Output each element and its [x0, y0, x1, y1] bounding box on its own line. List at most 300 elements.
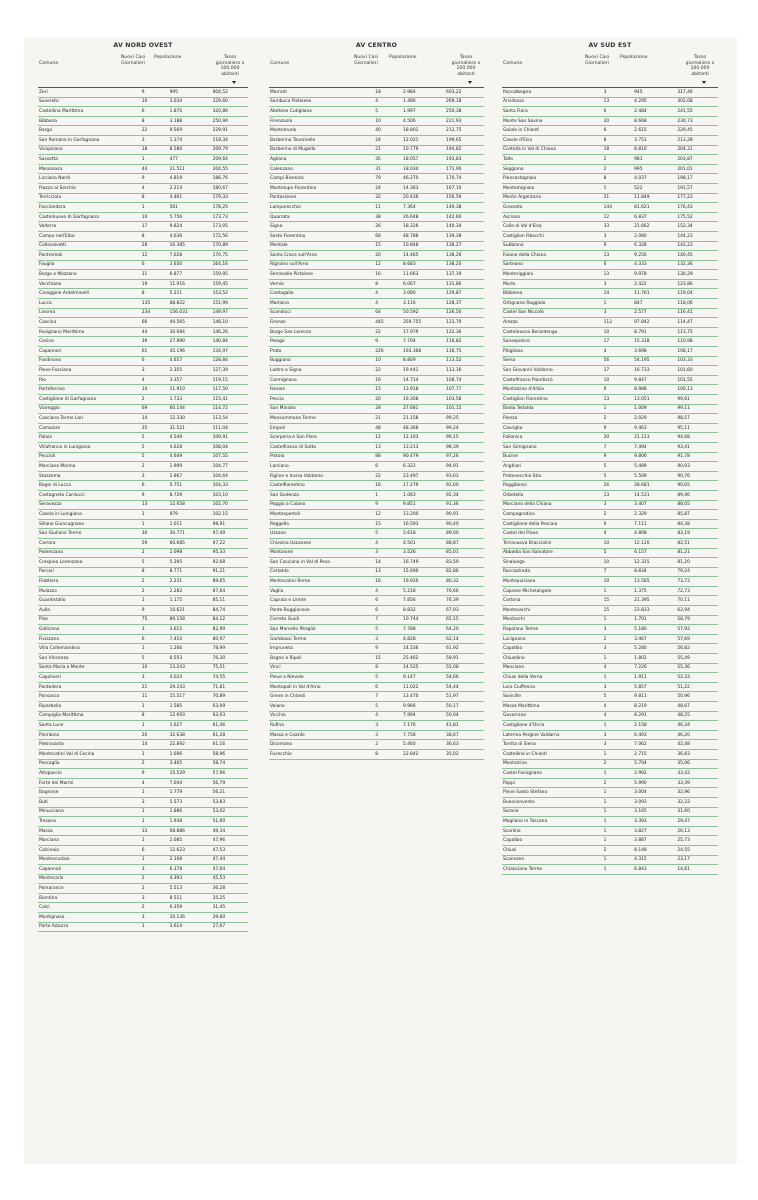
table-row [502, 769, 718, 779]
rate-cell: 47,96 [213, 836, 248, 846]
comune-cell: Monsummano Terme [269, 414, 375, 424]
cases-cell: 14 [142, 385, 170, 395]
cases-cell: 44 [142, 327, 170, 337]
table-row [38, 797, 248, 807]
table-row [269, 711, 484, 721]
comune-cell: Colle di Val d'Elsa [502, 222, 604, 232]
rate-cell: 194,82 [446, 145, 484, 155]
cases-cell: 1 [142, 644, 170, 654]
rate-cell: 97,49 [213, 529, 248, 539]
population-cell: 2.484 [634, 107, 677, 117]
comune-cell: Cecina [38, 337, 142, 347]
rate-cell: 94,91 [446, 462, 484, 472]
comune-cell: Monte Argentario [502, 193, 604, 203]
rate-cell: 54,66 [446, 673, 484, 683]
rate-cell: 50,04 [446, 711, 484, 721]
population-cell: 10.779 [403, 145, 446, 155]
rate-cell: 177,23 [677, 193, 718, 203]
rate-cell: 104,77 [213, 462, 248, 472]
population-cell: 1.701 [634, 615, 677, 625]
rate-cell: 107,55 [213, 452, 248, 462]
population-cell: 14.525 [403, 663, 446, 673]
rate-cell: 41,81 [446, 721, 484, 731]
section-av-centro [269, 38, 484, 760]
population-cell: 26.648 [403, 212, 446, 222]
population-cell: 3.887 [634, 836, 677, 846]
table-row [38, 222, 248, 232]
comune-cell: Sassetta [38, 155, 142, 165]
table-row [38, 711, 248, 721]
table-row [38, 529, 248, 539]
population-cell: 1.009 [634, 404, 677, 414]
comune-cell: Fucecchio [269, 749, 375, 759]
comune-cell: Sorano [502, 807, 604, 817]
population-cell: 5.751 [170, 481, 213, 491]
table-row [38, 327, 248, 337]
table-row [38, 606, 248, 616]
header-comune[interactable]: Comune [39, 61, 59, 66]
population-cell: 1.779 [170, 788, 213, 798]
table-row [502, 337, 718, 347]
cases-cell: 5 [375, 702, 403, 712]
table-row [38, 270, 248, 280]
population-cell: 5.218 [403, 586, 446, 596]
table-row [38, 145, 248, 155]
table-row [502, 567, 718, 577]
table-row [38, 203, 248, 213]
population-cell: 88.822 [170, 299, 213, 309]
table-row [269, 193, 484, 203]
cases-cell: 5 [142, 558, 170, 568]
population-cell: 6.877 [170, 270, 213, 280]
population-cell: 9.811 [634, 692, 677, 702]
cases-cell: 13 [375, 442, 403, 452]
population-cell: 3.407 [634, 500, 677, 510]
cases-cell: 21 [604, 193, 634, 203]
population-cell: 4.333 [634, 260, 677, 270]
rate-cell: 85,87 [677, 510, 718, 520]
rate-cell: 57,69 [677, 634, 718, 644]
comune-cell: Loro Ciuffenna [502, 682, 604, 692]
comune-cell: Roccastrada [502, 567, 604, 577]
header-population[interactable]: Popolazione [154, 55, 182, 60]
table-row [38, 318, 248, 328]
comune-cell: Fiesole [269, 385, 375, 395]
table-row [38, 260, 248, 270]
comune-cell: Pescaglia [38, 759, 142, 769]
table-row [38, 538, 248, 548]
cases-cell: 69 [142, 404, 170, 414]
cases-cell: 14 [142, 414, 170, 424]
rate-cell: 201,01 [677, 164, 718, 174]
comune-cell: Capraia e Limite [269, 596, 375, 606]
population-cell: 6.843 [634, 865, 677, 875]
rate-cell: 113,75 [677, 327, 718, 337]
comune-cell: Abetone Cutigliano [269, 107, 375, 117]
rate-cell: 42,48 [677, 740, 718, 750]
table-row [269, 414, 484, 424]
rate-cell: 27,67 [213, 922, 248, 932]
comune-cell: Bagni di Lucca [38, 481, 142, 491]
table-row [269, 318, 484, 328]
comune-cell: Santa Maria a Monte [38, 663, 142, 673]
cases-cell: 10 [375, 356, 403, 366]
comune-cell: Collesalvetti [38, 241, 142, 251]
header-new-cases[interactable]: Nuovi Casi Giornalieri [584, 55, 610, 66]
comune-cell: Chiusdino [502, 654, 604, 664]
population-cell: 4.501 [403, 538, 446, 548]
cases-cell: 3 [375, 548, 403, 558]
table-row [269, 174, 484, 184]
cases-cell: 2 [604, 164, 634, 174]
table-row [269, 654, 484, 664]
population-cell: 9.978 [634, 270, 677, 280]
table-row [38, 299, 248, 309]
population-cell: 15.690 [403, 567, 446, 577]
population-cell: 18.801 [403, 126, 446, 136]
rate-cell: 180,67 [213, 183, 248, 193]
cases-cell: 2 [375, 740, 403, 750]
population-cell: 1.585 [170, 702, 213, 712]
rate-cell: 62,14 [446, 634, 484, 644]
table-row [38, 481, 248, 491]
comune-cell: Pescia [269, 395, 375, 405]
comune-cell: Camaiore [38, 423, 142, 433]
population-cell: 81.621 [634, 203, 677, 213]
rate-cell: 153,52 [213, 289, 248, 299]
comune-cell: Montecarlo [38, 874, 142, 884]
table-row [38, 241, 248, 251]
comune-cell: Viareggio [38, 404, 142, 414]
comune-cell: Aulla [38, 606, 142, 616]
cases-cell: 9 [142, 606, 170, 616]
comune-cell: San Romano in Garfagnana [38, 135, 142, 145]
population-cell: 12.693 [170, 711, 213, 721]
population-cell: 945 [634, 88, 677, 97]
population-cell: 3.165 [634, 807, 677, 817]
header-new-cases[interactable]: Nuovi Casi Giornalieri [353, 55, 379, 66]
cases-cell: 30 [142, 529, 170, 539]
comune-cell: Lamporecchio [269, 203, 375, 213]
table-row [502, 836, 718, 846]
cases-cell: 1 [604, 855, 634, 865]
header-new-cases[interactable]: Nuovi Casi Giornalieri [120, 55, 146, 66]
cases-cell: 19 [142, 279, 170, 289]
population-cell: 3.698 [634, 347, 677, 357]
rate-cell: 83,59 [446, 558, 484, 568]
header-comune[interactable]: Comune [270, 61, 290, 66]
rate-cell: 123,70 [446, 318, 484, 328]
cases-cell: 4 [375, 711, 403, 721]
rate-cell: 142,60 [446, 212, 484, 222]
comune-cell: Santa Croce sull'Arno [269, 251, 375, 261]
population-cell: 1.083 [403, 490, 446, 500]
cases-cell: 17 [604, 366, 634, 376]
table-row [502, 174, 718, 184]
table-row [38, 155, 248, 165]
rate-cell: 128,84 [213, 356, 248, 366]
comune-cell: Montecatini-Terme [269, 577, 375, 587]
table-row [502, 423, 718, 433]
header-comune[interactable]: Comune [503, 61, 523, 66]
comune-cell: Chiusi [502, 845, 604, 855]
cases-cell: 4 [375, 97, 403, 107]
population-cell: 7.111 [634, 519, 677, 529]
population-cell: 9.851 [403, 500, 446, 510]
table-row [502, 289, 718, 299]
sort-descending-icon[interactable] [468, 81, 472, 84]
population-cell: 6.493 [634, 730, 677, 740]
table-row [502, 366, 718, 376]
comune-cell: San Casciano in Val di Pesa [269, 558, 375, 568]
cases-cell: 3 [375, 730, 403, 740]
population-cell: 19.308 [403, 395, 446, 405]
cases-cell: 28 [375, 404, 403, 414]
table-row [269, 529, 484, 539]
rate-cell: 170,75 [213, 251, 248, 261]
cases-cell: 1 [604, 797, 634, 807]
table-row [38, 289, 248, 299]
table-row [502, 135, 718, 145]
rate-cell: 108,04 [213, 442, 248, 452]
cases-cell: 4 [375, 299, 403, 309]
cases-cell: 5 [604, 548, 634, 558]
cases-cell: 1 [142, 155, 170, 165]
rate-cell: 99,24 [446, 423, 484, 433]
header-daily-rate[interactable]: Tasso giornaliero x 100.000 abitanti [451, 55, 481, 77]
cases-cell: 39 [142, 337, 170, 347]
rate-cell: 116,75 [446, 347, 484, 357]
population-cell: 15.318 [634, 337, 677, 347]
cases-cell: 5 [604, 462, 634, 472]
cases-cell: 3 [604, 279, 634, 289]
section-av-sud-est [502, 38, 718, 875]
comune-cell: Poggibonsi [502, 481, 604, 491]
cases-cell: 112 [604, 318, 634, 328]
cases-cell: 9 [142, 88, 170, 97]
comune-cell: Monte San Savino [502, 116, 604, 126]
population-cell: 522 [634, 183, 677, 193]
cases-cell: 22 [375, 366, 403, 376]
table-row [502, 615, 718, 625]
population-cell: 7.994 [403, 711, 446, 721]
population-cell: 8.291 [634, 711, 677, 721]
cases-cell: 28 [142, 241, 170, 251]
comune-cell: Castelfranco di Sotto [269, 442, 375, 452]
comune-cell: Marradi [269, 88, 375, 97]
cases-cell: 11 [142, 692, 170, 702]
population-cell: 12.120 [634, 538, 677, 548]
comune-cell: Capalbio [502, 644, 604, 654]
rate-cell: 48,67 [677, 702, 718, 712]
rate-cell: 101,55 [677, 375, 718, 385]
rate-cell: 61,46 [213, 721, 248, 731]
table-row [269, 730, 484, 740]
cases-cell: 1 [375, 490, 403, 500]
rate-cell: 71,81 [213, 682, 248, 692]
population-cell: 7.226 [634, 663, 677, 673]
sort-descending-icon[interactable] [702, 81, 706, 84]
cases-cell: 10 [375, 116, 403, 126]
comune-cell: Rufina [269, 721, 375, 731]
comune-cell: Montemignaio [502, 183, 604, 193]
cases-cell: 1 [142, 519, 170, 529]
rate-cell: 148,10 [213, 318, 248, 328]
population-cell: 3.526 [403, 548, 446, 558]
cases-cell: 26 [375, 222, 403, 232]
comune-cell: Filattiera [38, 577, 142, 587]
header-daily-rate[interactable]: Tasso giornaliero x 100.000 abitanti [685, 55, 715, 77]
comune-cell: Podenzana [38, 548, 142, 558]
population-cell: 5.990 [634, 778, 677, 788]
population-cell: 8.511 [170, 893, 213, 903]
comune-cell: Rapolano Terme [502, 625, 604, 635]
table-row [38, 769, 248, 779]
population-cell: 5.704 [634, 759, 677, 769]
table-row [38, 673, 248, 683]
population-cell: 5.618 [403, 529, 446, 539]
comune-cell: Fauglia [38, 260, 142, 270]
population-cell: 6.157 [634, 548, 677, 558]
table-row [38, 183, 248, 193]
cases-cell: 2 [604, 778, 634, 788]
population-cell: 25.462 [403, 654, 446, 664]
cases-cell: 16 [375, 577, 403, 587]
rate-cell: 51,60 [213, 817, 248, 827]
rate-cell: 171,90 [446, 164, 484, 174]
population-cell: 4.037 [634, 174, 677, 184]
population-cell: 60.144 [170, 404, 213, 414]
cases-cell: 5 [375, 625, 403, 635]
rate-cell: 100,13 [677, 385, 718, 395]
rate-cell: 102,15 [213, 510, 248, 520]
table-row [269, 164, 484, 174]
comune-cell: Castel Focognano [502, 769, 604, 779]
table-row [269, 404, 484, 414]
table-row [502, 548, 718, 558]
comune-cell: Firenze [269, 318, 375, 328]
cases-cell: 8 [142, 711, 170, 721]
table-row [502, 260, 718, 270]
population-cell: 8.771 [170, 567, 213, 577]
population-cell: 13.213 [403, 442, 446, 452]
cases-cell: 5 [142, 452, 170, 462]
population-cell: 48.368 [403, 423, 446, 433]
cases-cell: 6 [142, 107, 170, 117]
population-cell: 19.441 [403, 366, 446, 376]
population-cell: 3.827 [634, 826, 677, 836]
rate-cell: 172,56 [213, 231, 248, 241]
rate-cell: 98,57 [677, 414, 718, 424]
comune-cell: Portoferraio [38, 385, 142, 395]
population-cell: 8.219 [634, 702, 677, 712]
comune-cell: Mulazzo [38, 586, 142, 596]
comune-cell: Porcari [38, 567, 142, 577]
rate-cell: 176,43 [677, 203, 718, 213]
cases-cell: 14 [142, 740, 170, 750]
rate-cell: 53,02 [213, 807, 248, 817]
rate-cell: 229,91 [213, 126, 248, 136]
comune-cell: Bientina [38, 893, 142, 903]
rate-cell: 92,60 [446, 481, 484, 491]
table-row [38, 721, 248, 731]
comune-cell: Chianciano Terme [502, 865, 604, 875]
comune-cell: Riparbella [38, 702, 142, 712]
table-row [502, 749, 718, 759]
population-cell: 31.521 [170, 423, 213, 433]
table-row [269, 433, 484, 443]
table-row [38, 826, 248, 836]
rate-cell: 146,26 [213, 327, 248, 337]
cases-cell: 18 [142, 145, 170, 155]
cases-cell: 20 [604, 433, 634, 443]
header-daily-rate[interactable]: Tasso giornaliero x 100.000 abitanti [215, 55, 245, 77]
rate-cell: 84,12 [213, 615, 248, 625]
table-row [38, 164, 248, 174]
sort-descending-icon[interactable] [232, 81, 236, 84]
population-cell: 15.517 [170, 692, 213, 702]
document-sheet [24, 38, 737, 1164]
table-row [502, 107, 718, 117]
cases-cell: 6 [142, 634, 170, 644]
cases-cell: 3 [142, 865, 170, 875]
population-cell: 9.966 [403, 702, 446, 712]
table-row [269, 692, 484, 702]
table-row [502, 865, 718, 875]
table-row [269, 510, 484, 520]
population-cell: 1.802 [634, 654, 677, 664]
cases-cell: 14 [375, 558, 403, 568]
comune-cell: Rignano sull'Arno [269, 260, 375, 270]
rate-cell: 140,45 [677, 251, 718, 261]
population-cell: 21.123 [634, 433, 677, 443]
cases-cell: 9 [604, 452, 634, 462]
population-cell: 193.368 [403, 347, 446, 357]
population-cell: 7.410 [170, 634, 213, 644]
rate-cell: 89,46 [677, 490, 718, 500]
cases-cell: 15 [604, 606, 634, 616]
population-cell: 4.808 [634, 529, 677, 539]
table-row [38, 126, 248, 136]
table-row [502, 797, 718, 807]
cases-cell: 20 [142, 730, 170, 740]
cases-cell: 2 [142, 395, 170, 405]
table-row [269, 212, 484, 222]
population-cell: 7.062 [634, 740, 677, 750]
cases-cell: 1 [604, 807, 634, 817]
population-cell: 8.988 [634, 385, 677, 395]
rate-cell: 35,06 [677, 759, 718, 769]
cases-cell: 135 [142, 299, 170, 309]
comune-cell: Vecchiano [38, 279, 142, 289]
header-population[interactable]: Popolazione [389, 55, 417, 60]
cases-cell: 6 [375, 682, 403, 692]
table-row [502, 855, 718, 865]
cases-cell: 1 [142, 749, 170, 759]
cases-cell: 3 [142, 625, 170, 635]
cases-cell: 22 [142, 126, 170, 136]
cases-cell: 79 [375, 174, 403, 184]
rate-cell: 36,83 [677, 749, 718, 759]
rate-cell: 119,15 [213, 375, 248, 385]
comune-cell: Cascina [38, 318, 142, 328]
rate-cell: 25,73 [677, 836, 718, 846]
population-cell: 3.467 [634, 634, 677, 644]
comune-cell: Altopascio [38, 769, 142, 779]
rate-cell: 90,93 [677, 462, 718, 472]
header-population[interactable]: Popolazione [620, 55, 648, 60]
population-cell: 1.266 [170, 644, 213, 654]
